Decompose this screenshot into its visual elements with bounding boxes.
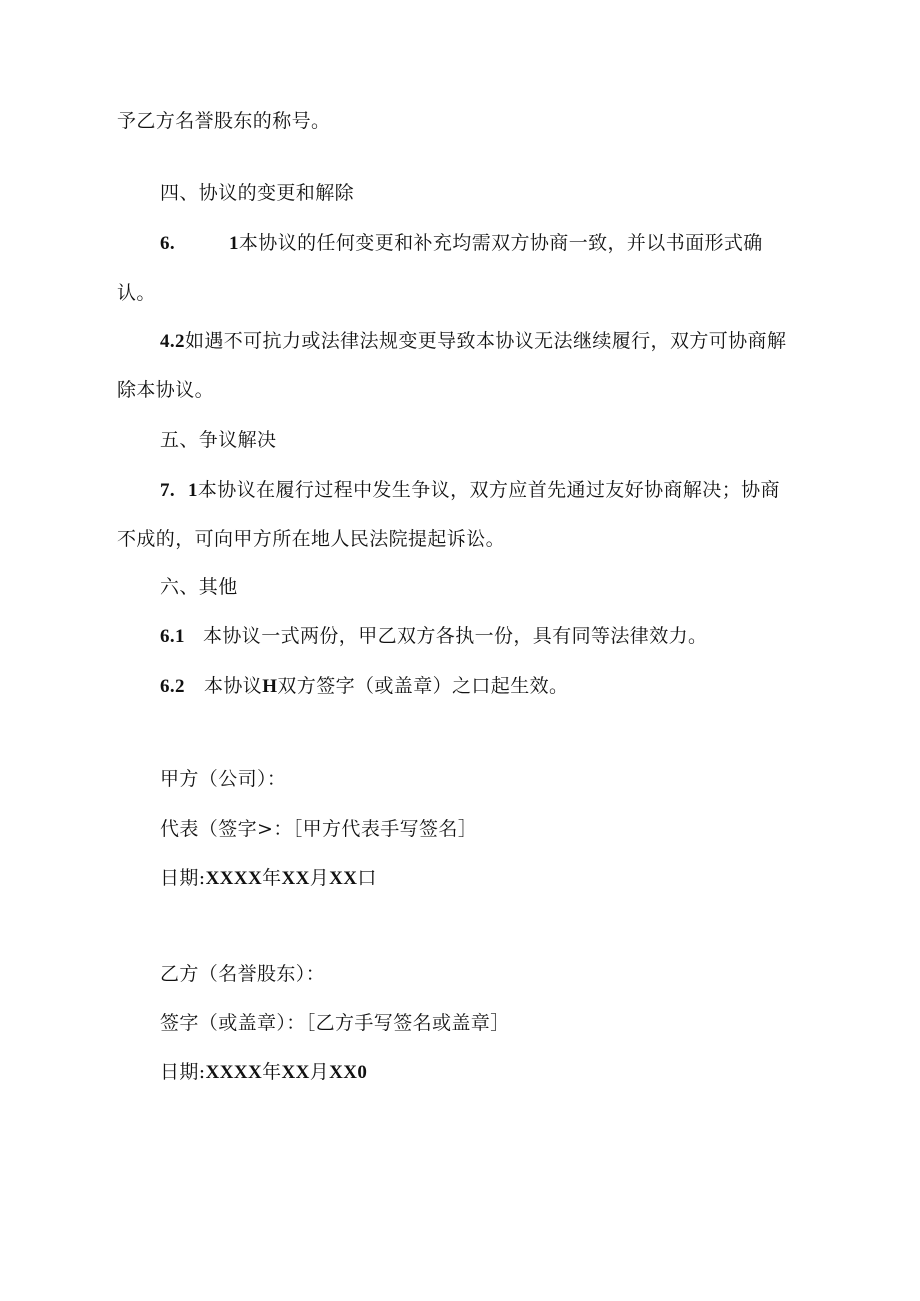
date-day-unit: 口 <box>357 867 377 889</box>
clause-6-1 <box>160 625 707 649</box>
clause-number: 6.2 <box>160 676 185 697</box>
clause-number-sub: 1 <box>188 480 198 501</box>
date-month: XX <box>281 868 310 889</box>
section-6-heading: 六、其他 <box>160 576 238 598</box>
party-a-label: 甲方（公司）： <box>160 768 287 790</box>
clause-text-glyph: H <box>262 676 278 697</box>
clause-5-1-continuation: 不成的，可向甲方所在地人民法院提起诉讼。 <box>117 528 506 550</box>
clause-6-2 <box>160 675 568 699</box>
clause-4-1-continuation: 认。 <box>117 282 156 304</box>
date-month-unit: 月 <box>309 1061 330 1083</box>
date-year: XXXX <box>205 1062 263 1083</box>
clause-text: 本协议 <box>204 675 263 697</box>
clause-number: 4.2 <box>160 331 185 352</box>
clause-number: 6. <box>160 233 176 254</box>
clause-text: 本协议的任何变更和补充均需双方协商一致，并以书面形式确 <box>238 232 763 254</box>
clause-5-1 <box>160 479 780 503</box>
clause-number: 6.1 <box>160 626 185 647</box>
date-year: XXXX <box>205 868 263 889</box>
clause-4-2 <box>160 330 786 354</box>
party-a-date <box>160 867 377 891</box>
date-month: XX <box>281 1062 310 1083</box>
party-b-date <box>160 1061 367 1085</box>
date-year-unit: 年 <box>262 867 282 889</box>
date-day: XX0 <box>329 1062 368 1083</box>
intro-tail-text: 予乙方名誉股东的称号。 <box>117 110 331 132</box>
clause-number-sub: 1 <box>229 233 239 254</box>
clause-4-2-continuation: 除本协议。 <box>117 379 215 401</box>
clause-text: 双方签字（或盖章）之口起生效。 <box>277 675 569 697</box>
clause-text: 本协议在履行过程中发生争议，双方应首先通过友好协商解决；协商 <box>197 479 780 501</box>
date-label: 日期: <box>160 1061 206 1083</box>
clause-text: 如遇不可抗力或法律法规变更导致本协议无法继续履行，双方可协商解 <box>184 330 787 352</box>
party-b-label: 乙方（名誉股东）： <box>160 963 326 985</box>
date-day: XX <box>329 868 358 889</box>
date-label: 日期: <box>160 867 206 889</box>
date-month-unit: 月 <box>309 867 330 889</box>
party-a-representative: 代表（签字>：［甲方代表手写签名］ <box>160 818 478 840</box>
clause-number: 7. <box>160 480 176 501</box>
section-4-heading: 四、协议的变更和解除 <box>160 182 355 204</box>
clause-4-1 <box>160 232 763 256</box>
section-5-heading: 五、争议解决 <box>160 429 277 451</box>
date-year-unit: 年 <box>262 1061 282 1083</box>
clause-text: 本协议一式两份，甲乙双方各执一份，具有同等法律效力。 <box>203 625 708 647</box>
party-b-signature: 签字（或盖章）：［乙方手写签名或盖章］ <box>160 1012 510 1034</box>
